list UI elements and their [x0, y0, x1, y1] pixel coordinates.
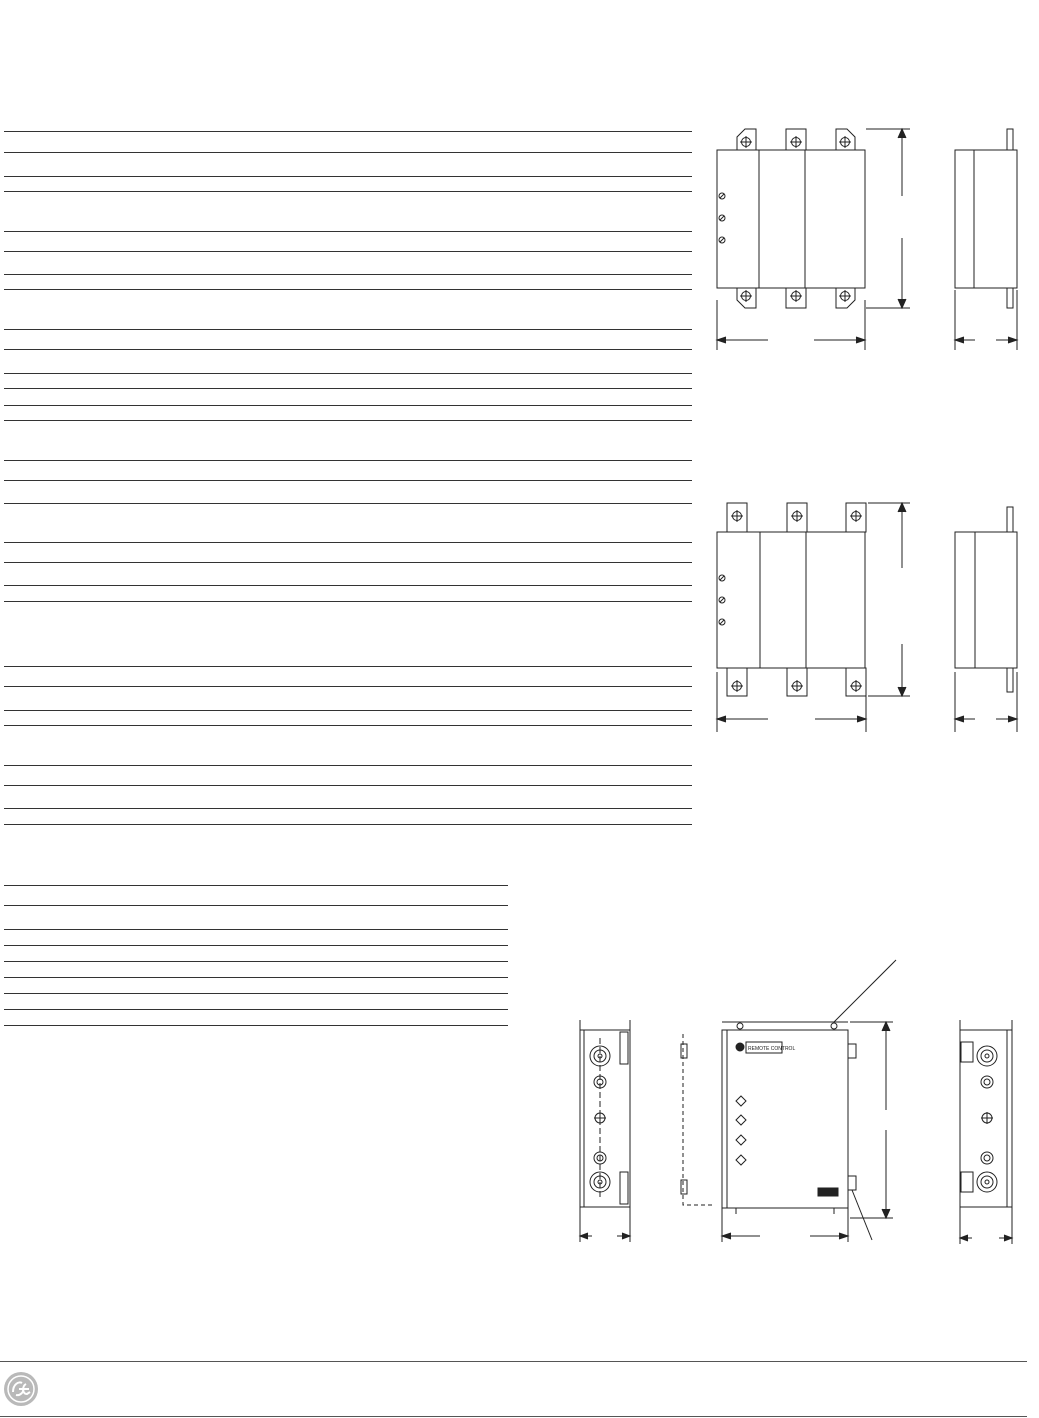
footer-bottom-rule	[0, 1416, 1027, 1417]
screw-icons	[719, 193, 725, 243]
contactor-front-view-top	[717, 129, 910, 350]
enclosure-front-view	[681, 960, 896, 1242]
footer-top-rule	[0, 1361, 1027, 1362]
screw-icons	[719, 575, 725, 625]
width-dimension	[717, 672, 866, 732]
terminal-lugs-upper	[737, 129, 855, 150]
contactor-front-view-middle	[717, 503, 910, 732]
terminal-lugs-upper	[727, 503, 866, 532]
height-dimension	[866, 129, 910, 308]
terminal-lugs-lower	[727, 668, 866, 696]
pilot-device-icons	[736, 1096, 746, 1165]
height-dimension	[868, 503, 910, 696]
ge-monogram-icon	[2, 1370, 40, 1408]
contactor-side-view-middle	[955, 507, 1017, 732]
enclosure-left-side-view	[580, 1020, 630, 1242]
terminal-lugs-lower	[737, 288, 855, 308]
enclosure-plate-label: REMOTE CONTROL	[748, 1046, 796, 1052]
contactor-side-view-top	[955, 129, 1017, 350]
enclosure-right-side-view	[960, 1020, 1012, 1244]
